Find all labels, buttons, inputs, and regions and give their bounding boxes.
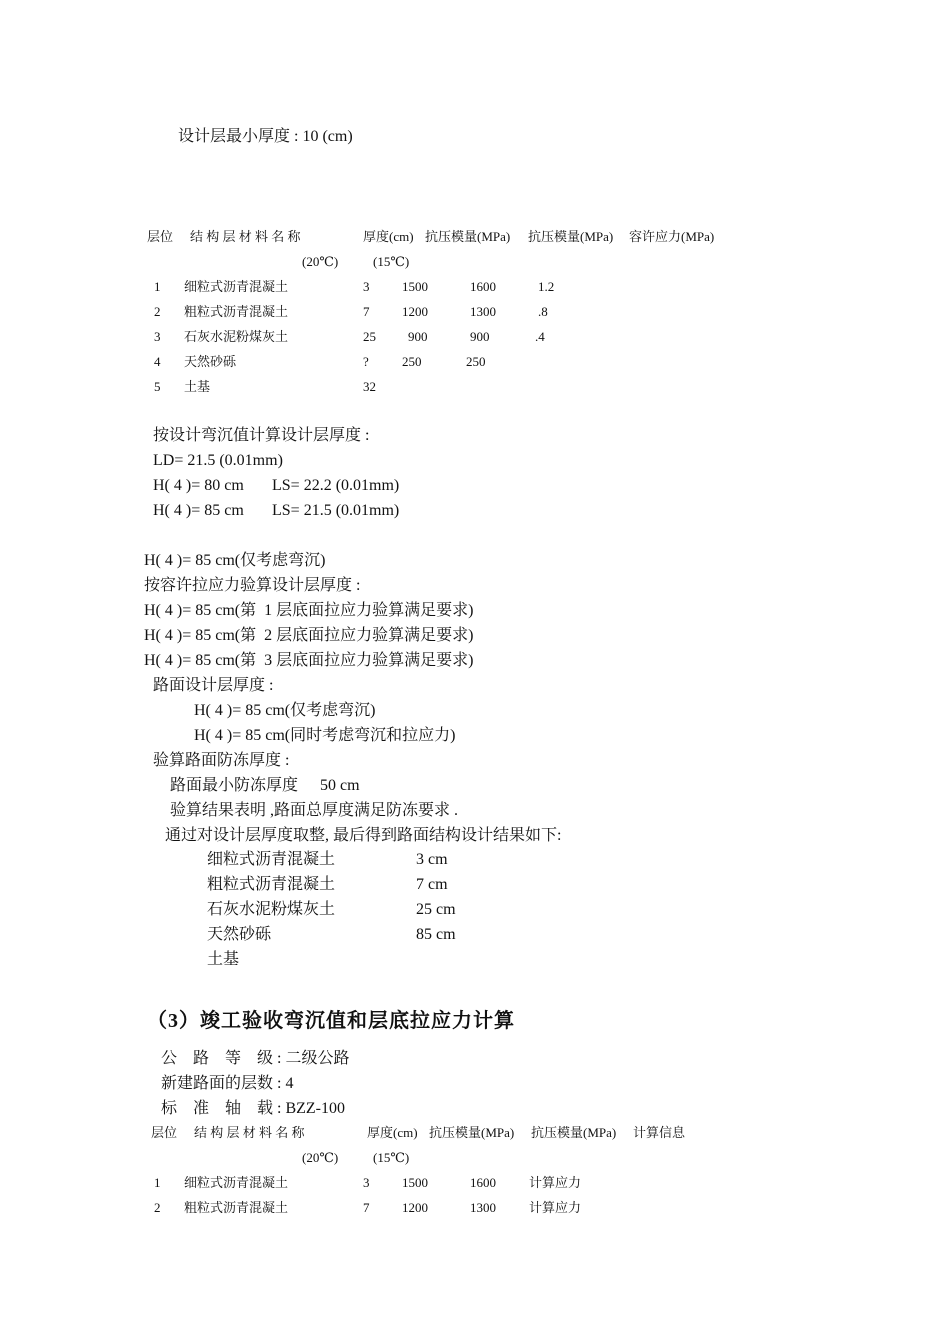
frost-min-value: 50 cm — [320, 777, 360, 794]
row-number: 1 — [154, 1175, 161, 1190]
row-material: 细粒式沥青混凝土 — [184, 279, 289, 294]
frost-result: 验算结果表明 ,路面总厚度满足防冻要求 . — [170, 802, 459, 819]
table1-header-material: 结 构 层 材 料 名 称 — [190, 229, 301, 244]
result-thickness: 7 cm — [416, 876, 448, 893]
table2-header-thickness: 厚度(cm) — [367, 1125, 418, 1140]
row-material: 细粒式沥青混凝土 — [184, 1175, 289, 1190]
result-material: 天然砂砾 — [207, 926, 272, 943]
table1-header-modulus20: 抗压模量(MPa) — [425, 229, 511, 244]
road-grade-line: 公 路 等 级 : 二级公路 — [161, 1050, 350, 1067]
row-modulus15: 250 — [466, 354, 486, 369]
table2-header-calc-info: 计算信息 — [633, 1125, 686, 1140]
table2-header-temp15: (15℃) — [373, 1150, 410, 1165]
calc-deflection-heading: 按设计弯沉值计算设计层厚度 : — [153, 427, 370, 444]
row-thickness: 25 — [363, 329, 376, 344]
row-calc-info: 计算应力 — [529, 1200, 582, 1215]
row-thickness: ? — [363, 354, 369, 369]
frost-min-label: 路面最小防冻厚度 — [170, 777, 299, 794]
row-number: 4 — [154, 354, 161, 369]
row-number: 3 — [154, 329, 161, 344]
row-thickness: 3 — [363, 1175, 370, 1190]
row-number: 5 — [154, 379, 161, 394]
calc-ld-value: LD= 21.5 (0.01mm) — [153, 452, 283, 469]
row-material: 粗粒式沥青混凝土 — [184, 1200, 289, 1215]
row-modulus15: 1300 — [470, 304, 496, 319]
table2-header-material: 结 构 层 材 料 名 称 — [194, 1125, 305, 1140]
section3-heading: （3）竣工验收弯沉值和层底拉应力计算 — [147, 1010, 515, 1032]
design-deflection-only: H( 4 )= 85 cm(仅考虑弯沉) — [194, 702, 376, 719]
calc-layer1-check: H( 4 )= 85 cm(第 1 层底面拉应力验算满足要求) — [144, 602, 474, 619]
result-material: 粗粒式沥青混凝土 — [207, 876, 336, 893]
row-modulus20: 1200 — [402, 1200, 428, 1215]
row-modulus20: 1500 — [402, 1175, 428, 1190]
calc-tensile-heading: 按容许拉应力验算设计层厚度 : — [144, 577, 361, 594]
min-thickness-line: 设计层最小厚度 : 10 (cm) — [178, 128, 353, 145]
row-thickness: 7 — [363, 304, 370, 319]
result-material: 细粒式沥青混凝土 — [207, 851, 336, 868]
table1-header-allowable-stress: 容许应力(MPa) — [629, 229, 715, 244]
row-thickness: 32 — [363, 379, 376, 394]
row-number: 2 — [154, 1200, 161, 1215]
row-modulus20: 900 — [408, 329, 428, 344]
row-allowable-stress: .4 — [535, 329, 545, 344]
final-result-intro: 通过对设计层厚度取整, 最后得到路面结构设计结果如下: — [165, 827, 562, 844]
row-number: 2 — [154, 304, 161, 319]
table2-header-modulus20: 抗压模量(MPa) — [429, 1125, 515, 1140]
table2-header-layer: 层位 — [151, 1125, 178, 1140]
table2-header-modulus15: 抗压模量(MPa) — [531, 1125, 617, 1140]
row-modulus20: 250 — [402, 354, 422, 369]
standard-axle-line: 标 准 轴 载 : BZZ-100 — [161, 1100, 345, 1117]
result-thickness: 25 cm — [416, 901, 456, 918]
calc-deflection-only: H( 4 )= 85 cm(仅考虑弯沉) — [144, 552, 326, 569]
row-modulus15: 1600 — [470, 1175, 496, 1190]
row-thickness: 3 — [363, 279, 370, 294]
calc-h4-85: H( 4 )= 85 cm — [153, 502, 244, 519]
table1-header-temp15: (15℃) — [373, 254, 410, 269]
row-modulus15: 1600 — [470, 279, 496, 294]
table1-header-modulus15: 抗压模量(MPa) — [528, 229, 614, 244]
layer-count-line: 新建路面的层数 : 4 — [161, 1075, 294, 1092]
row-allowable-stress: 1.2 — [538, 279, 555, 294]
row-number: 1 — [154, 279, 161, 294]
row-modulus20: 1200 — [402, 304, 428, 319]
result-material: 土基 — [207, 951, 240, 968]
table2-header-temp20: (20℃) — [302, 1150, 339, 1165]
row-material: 粗粒式沥青混凝土 — [184, 304, 289, 319]
frost-heading: 验算路面防冻厚度 : — [153, 752, 290, 769]
calc-layer2-check: H( 4 )= 85 cm(第 2 层底面拉应力验算满足要求) — [144, 627, 474, 644]
calc-ls-215: LS= 21.5 (0.01mm) — [272, 502, 400, 519]
design-deflection-tensile: H( 4 )= 85 cm(同时考虑弯沉和拉应力) — [194, 727, 456, 744]
row-material: 石灰水泥粉煤灰土 — [184, 329, 289, 344]
calc-layer3-check: H( 4 )= 85 cm(第 3 层底面拉应力验算满足要求) — [144, 652, 474, 669]
table1-header-layer: 层位 — [147, 229, 174, 244]
result-thickness: 85 cm — [416, 926, 456, 943]
row-thickness: 7 — [363, 1200, 370, 1215]
result-material: 石灰水泥粉煤灰土 — [207, 901, 336, 918]
row-material: 天然砂砾 — [184, 354, 237, 369]
row-allowable-stress: .8 — [538, 304, 548, 319]
row-calc-info: 计算应力 — [529, 1175, 582, 1190]
calc-ls-222: LS= 22.2 (0.01mm) — [272, 477, 400, 494]
row-modulus15: 1300 — [470, 1200, 496, 1215]
row-material: 土基 — [184, 379, 211, 394]
design-thickness-heading: 路面设计层厚度 : — [153, 677, 274, 694]
calc-h4-80: H( 4 )= 80 cm — [153, 477, 244, 494]
result-thickness: 3 cm — [416, 851, 448, 868]
row-modulus15: 900 — [470, 329, 490, 344]
table1-header-temp20: (20℃) — [302, 254, 339, 269]
table1-header-thickness: 厚度(cm) — [363, 229, 414, 244]
row-modulus20: 1500 — [402, 279, 428, 294]
